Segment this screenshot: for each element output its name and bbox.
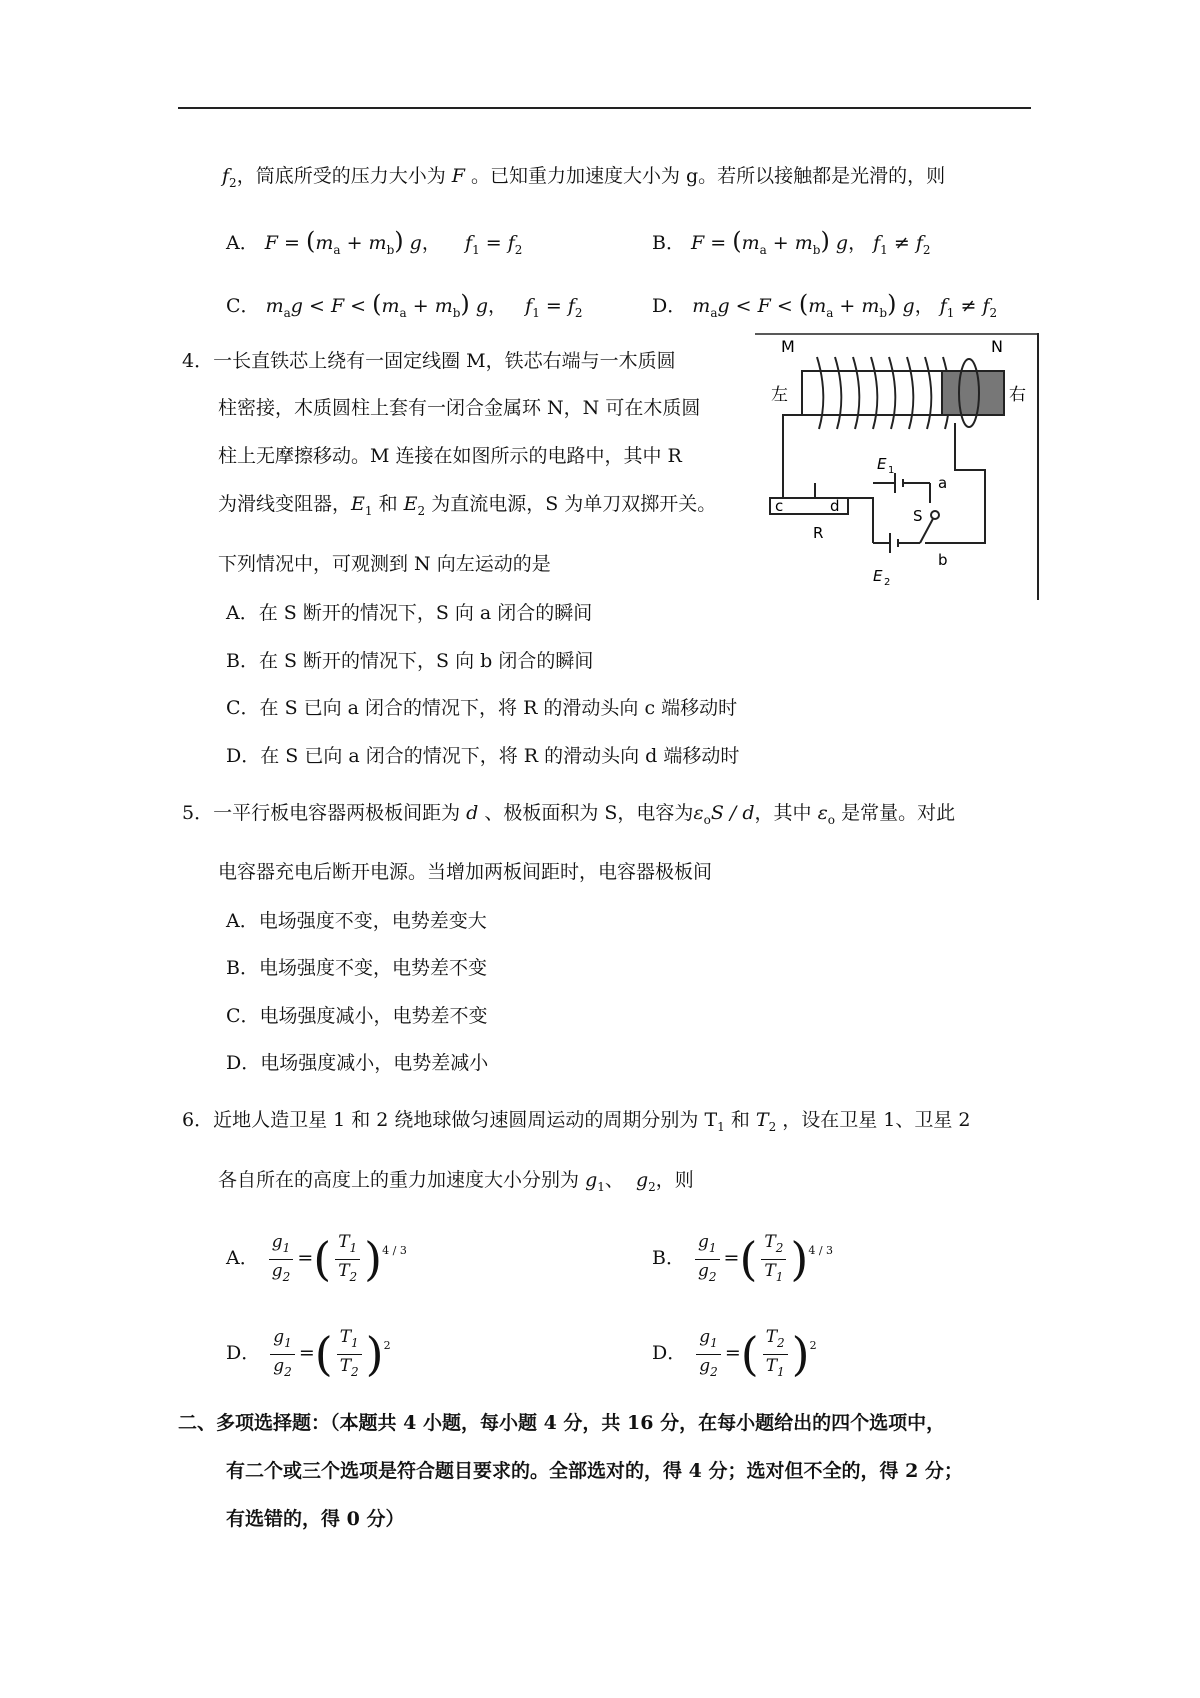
q3-option-a: A． $F = (m_a + m_b)$ g， $f_1 = f_2$ [226, 227, 523, 257]
q5-option-c: C．电场强度减小，电势差不变 [226, 1005, 488, 1027]
solenoid-circuit-figure [755, 333, 1040, 600]
section2-line-2: 有二个或三个选项是符合题目要求的。全部选对的，得 4 分；选对但不全的，得 2 分； [226, 1460, 963, 1482]
fig-label-r: R [813, 524, 824, 542]
header-rule [178, 107, 1031, 109]
q3-option-c: C． $m_ag < F < (m_a + m_b)$ g， $f_1 = f_2$ [226, 290, 583, 320]
q6-line-1: 6．近地人造卫星 1 和 2 绕地球做匀速圆周运动的周期分别为 $T_1$ 和 $T_2$ ，设在卫星 1、卫星 2 [182, 1109, 971, 1134]
fig-label-e2-sub: 2 [884, 577, 891, 588]
q5-line-2: 电容器充电后断开电源。当增加两板间距时，电容器极板间 [218, 861, 713, 883]
q3-option-d: D． $m_ag < F < (m_a + m_b)$ g， $f_1 \ne f_2$ [652, 290, 998, 320]
q6-option-a: A． $\frac{g_1}{g_2}$ =( $\frac{T_1}{T_2}$ )$^{4 / 3}$ [226, 1231, 407, 1286]
q5-option-d: D．电场强度减小，电势差减小 [226, 1052, 489, 1074]
q6-option-d: D． $\frac{g_1}{g_2}$ =( $\frac{T_2}{T_1}$ )$^2$ [652, 1326, 817, 1381]
fig-label-a: a [938, 474, 948, 492]
q6-line-2: 各自所在的高度上的重力加速度大小分别为 $g_1$、 $g_2$，则 [218, 1169, 694, 1194]
fig-label-n: N [991, 337, 1003, 356]
q4-option-b: B．在 S 断开的情况下，S 向 b 闭合的瞬间 [226, 650, 594, 672]
section2-line-1: 二、多项选择题：（本题共 4 小题，每小题 4 分，共 16 分，在每小题给出的四个选项中， [178, 1412, 946, 1434]
q4-line-1: 4．一长直铁芯上绕有一固定线圈 M，铁芯右端与一木质圆 [182, 350, 676, 372]
q4-option-a: A．在 S 断开的情况下，S 向 a 闭合的瞬间 [226, 602, 593, 624]
q6-option-b: B． $\frac{g_1}{g_2}$ =( $\frac{T_2}{T_1}$ )$^{4 / 3}$ [652, 1231, 834, 1286]
fig-label-m: M [781, 337, 795, 356]
section2-line-3: 有选错的，得 0 分） [226, 1508, 405, 1530]
q4-line-3: 柱上无摩擦移动。M 连接在如图所示的电路中，其中 R [218, 445, 682, 467]
q5-line-1: 5．一平行板电容器两极板间距为 d 、极板面积为 S，电容为$\varepsilon_oS$ / d，其中 $\varepsilon_o$ 是常量。对此 [182, 802, 956, 827]
q5-option-b: B．电场强度不变，电势差不变 [226, 957, 487, 979]
fig-label-s: S [913, 507, 923, 525]
fig-label-e1-sub: 1 [888, 465, 895, 476]
q4-option-c: C．在 S 已向 a 闭合的情况下，将 R 的滑动头向 c 端移动时 [226, 697, 738, 719]
q3-option-b: B． $F = (m_a + m_b)$ g， $f_1 \ne f_2$ [652, 227, 931, 257]
fig-label-right: 右 [1009, 385, 1026, 405]
fig-label-e2: E [873, 567, 883, 585]
q5-option-a: A．电场强度不变，电势差变大 [226, 910, 487, 932]
fig-label-c: c [775, 497, 784, 515]
q4-option-d: D．在 S 已向 a 闭合的情况下，将 R 的滑动头向 d 端移动时 [226, 745, 740, 767]
q4-line-2: 柱密接，木质圆柱上套有一闭合金属环 N，N 可在木质圆 [218, 397, 701, 419]
q3-line: $f_2$，筒底所受的压力大小为 F 。已知重力加速度大小为 g。若所以接触都是光滑的，则 [222, 165, 946, 190]
q6-option-c: D． $\frac{g_1}{g_2}$ =( $\frac{T_1}{T_2}$ )$^2$ [226, 1326, 391, 1381]
q4-line-5: 下列情况中，可观测到 N 向左运动的是 [218, 553, 551, 575]
fig-label-d: d [830, 497, 840, 515]
fig-label-b: b [938, 551, 948, 569]
q4-line-4: 为滑线变阻器，$E_1$ 和 $E_2$ 为直流电源，S 为单刀双掷开关。 [218, 493, 717, 518]
fig-label-e1: E [877, 455, 887, 473]
fig-label-left: 左 [771, 385, 788, 405]
